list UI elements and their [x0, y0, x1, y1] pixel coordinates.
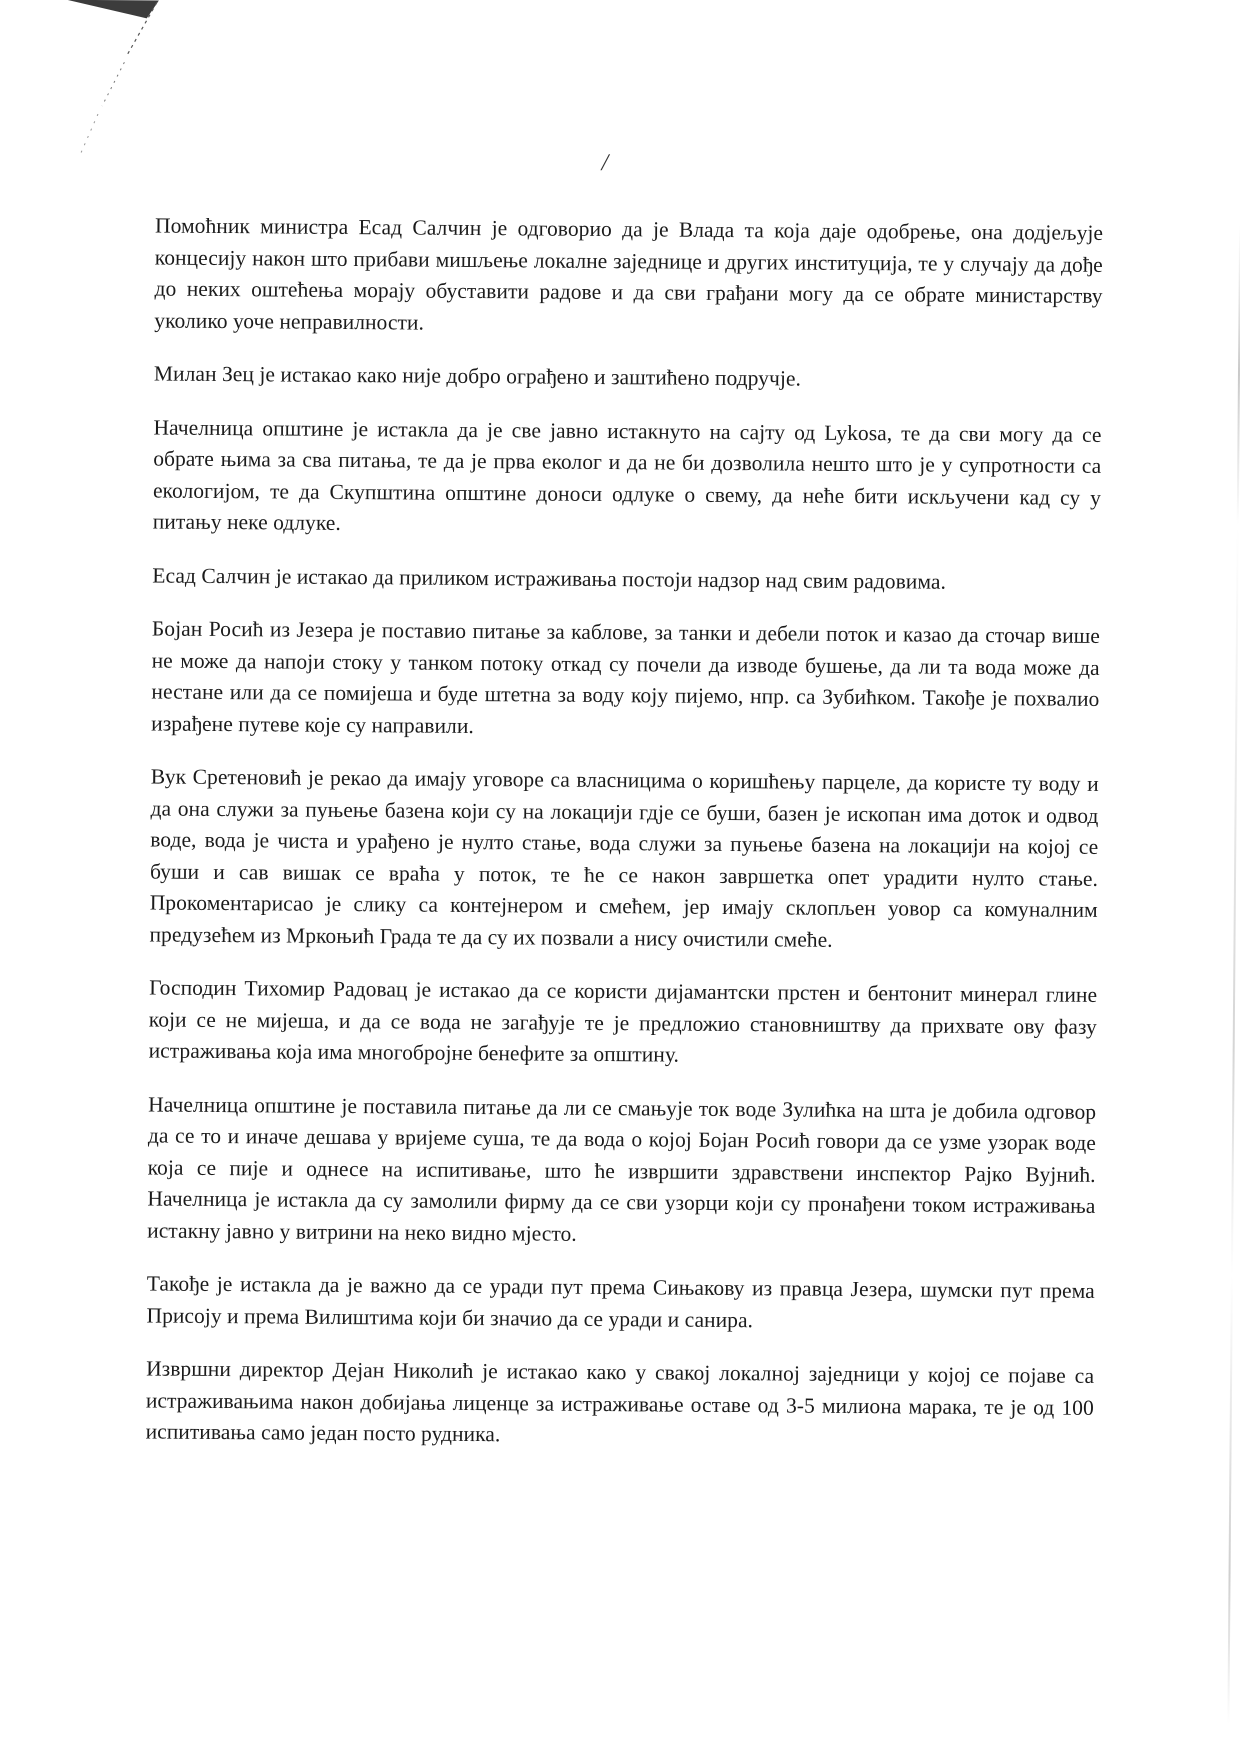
paragraph: Милан Зец је истакао како није добро ограђено и заштићено подручје.	[153, 361, 802, 391]
scan-right-edge	[1227, 225, 1240, 1725]
paragraph: Вук Сретеновић је рекао да имају уговоре са власницима о коришћењу парцеле, да користе ту воду и да она служи за пуњење базена који су на локацији гдје се буши, базен је ископан има доток и одвод воде, вода је чиста и урађено је нулто стање, вода служи за пуњење базена на локацији на којој се буши и сав вишак се враћа у поток, те ће се након завршетка опет урадити нулто стање. Прокоментарисао је слику са контејнером и смећем, јер имају склопљен уовор са комуналним предузећем из Мркоњић Града те да су их позвали а нису очистили смеће.	[149, 764, 1099, 952]
paragraph: Господин Тихомир Радовац је истакао да се користи дијамантски прстен и бентонит минерал глине који се не мијеша, и да се вода не загађује те је предложио становништву да прихвате ову фазу истраживања која има многобројне бенефите за општину.	[148, 975, 1098, 1067]
paragraph: Бојан Росић из Језера је поставио питање за каблове, за танки и дебели поток и казао да сточар више не може да напоји стоку у танком потоку откад су почели да изводе бушење, да ли та вода може да нестане или да се помијеша и буде штетна за воду коју пијемо, нпр. са Зубићком. Такође је похвалио израђене путеве које су направили.	[151, 616, 1101, 738]
scan-edge-mark	[5, 0, 187, 197]
paragraph: Помоћник министра Есад Салчин је одговорио да је Влада та која даје одобрење, она додјељује концесију након што прибави мишљење локалне заједнице и других институција, те у случају да дође до неких оштећења морају обуставити радове и да сви грађани могу да се обрате министарству уколико уоче неправилности.	[154, 213, 1104, 335]
paragraph: Извршни директор Дејан Николић је истакао како у свакој локалној заједници у којој се појаве са истраживањима након добијања лиценце за истраживање оставе од 3-5 милиона марака, те је од 100 испитивања само један посто рудника.	[145, 1356, 1095, 1447]
paragraph: Такође је истакла да је важно да се уради пут према Сињакову из правца Језера, шумски пут према Присоју и према Вилиштима који би значио да се уради и санира.	[146, 1271, 1095, 1332]
paragraph: Начелница општине је поставила питање да ли се смањује ток воде Зулићка на шта је добила одговор да се то и иначе дешава у вријеме суша, те да вода о којој Бојан Росић говори да се узме узорак воде која се пије и однесе на испитивање, што ће извршити здравствени инспектор Рајко Вујнић. Начелница је истакла да су замолили фирму да се сви узорци који су пронађени током истраживања истакну јавно у витрини на неко видно мјесто.	[147, 1091, 1097, 1246]
paragraph: Есад Салчин је истакао да приликом истраживања постоји надзор над свим радовима.	[152, 562, 947, 594]
paragraph: Начелница општине је истакла да је све јавно истакнуто на сајту од Lykosa, те да сви могу да се обрате њима за сва питања, те да је прва еколог и да не би дозволила нешто што је у супротности са екологијом, те да Скупштина општине доноси одлуке о свему, да неће бити искључени кад су у питању неке одлуке.	[152, 414, 1102, 535]
document-body	[145, 210, 1103, 1477]
page-mark: /	[601, 149, 609, 177]
